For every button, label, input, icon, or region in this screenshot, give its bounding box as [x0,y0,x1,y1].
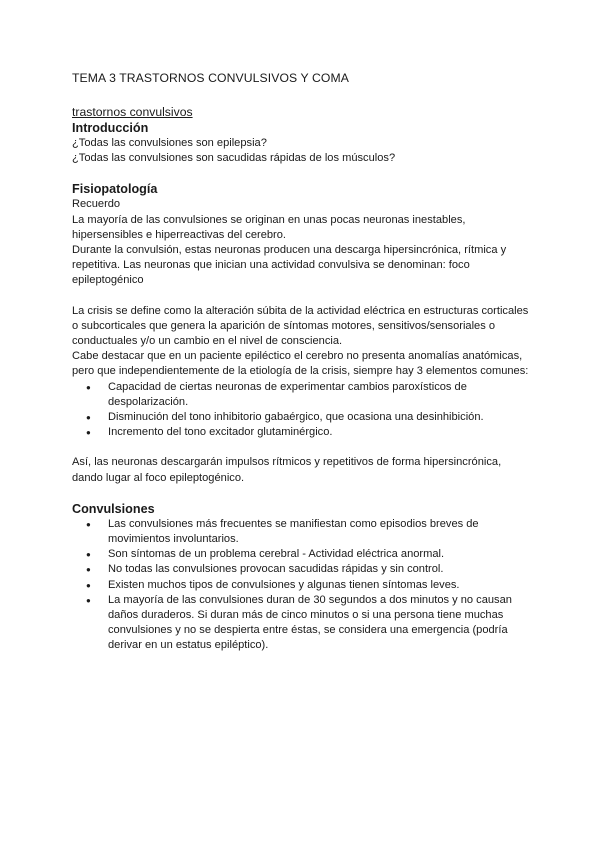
recuerdo-label: Recuerdo [72,198,121,211]
list-item: ● Son síntomas de un problema cerebral - Actividad eléctrica anormal. [86,547,532,562]
list-item: ● No todas las convulsiones provocan sacudidas rápidas y sin control. [86,562,532,577]
list-item: ● La mayoría de las convulsiones duran de 30 segundos a dos minutos y no causan daños duraderos. Si duran más de cinco minutos o si una persona tiene muchas convulsiones y no se despierta entre éstas, se considera una emergencia (podría derivar en un estatus epiléptico). [86,593,532,654]
section-subtitle: trastornos convulsivos [72,105,193,119]
fisio-paragraph-2: Durante la convulsión, estas neuronas producen una descarga hipersincrónica, rítmica y repetitiva. Las neuronas que inician una actividad convulsiva se denominan: foco epileptogénico [72,244,507,287]
fisio-bullet-list [72,380,532,441]
blank-line [72,440,532,455]
intro-question-1: ¿Todas las convulsiones son epilepsia? [72,137,267,149]
convulsiones-bullet-list [72,517,532,654]
blank-line [72,289,532,304]
fisio-paragraph-5: Así, las neuronas descargarán impulsos rítmicos y repetitivos de forma hipersincrónica, dando lugar al foco epileptogénico. [72,456,502,484]
fisio-paragraph-3: La crisis se define como la alteración súbita de la actividad eléctrica en estructuras corticales o subcorticales que genera la aparición de síntomas motores, sensitivos/sensoriales o conductuales y/o un cambio en el nivel de consciencia. [72,304,529,348]
list-item: ● Incremento del tono excitador glutaminérgico. [86,425,532,440]
intro-question-2: ¿Todas las convulsiones son sacudidas rápidas de los músculos? [72,152,396,165]
heading-convulsiones: Convulsiones [72,501,155,516]
list-item: ● Disminución del tono inhibitorio gabaérgico, que ocasiona una desinhibición. [86,410,532,425]
list-item: ● Las convulsiones más frecuentes se manifiestan como episodios breves de movimientos involuntarios. [86,517,532,547]
list-item: ● Capacidad de ciertas neuronas de experimentar cambios paroxísticos de despolarización. [86,380,532,410]
list-item: ● Existen muchos tipos de convulsiones y algunas tienen síntomas leves. [86,578,532,593]
fisio-paragraph-1: La mayoría de las convulsiones se originan en unas pocas neuronas inestables, hipersensibles e hiperreactivas del cerebro. [72,213,466,241]
document-title: TEMA 3 TRASTORNOS CONVULSIVOS Y COMA [72,71,349,85]
heading-fisiopatologia: Fisiopatología [72,182,158,197]
document-page [72,70,532,654]
fisio-paragraph-4: Cabe destacar que en un paciente epiléctico el cerebro no presenta anomalías anatómicas, pero que independientemente de la etiología de la crisis, siempre hay 3 elementos comunes: [72,350,529,378]
heading-introduccion: Introducción [72,121,149,135]
